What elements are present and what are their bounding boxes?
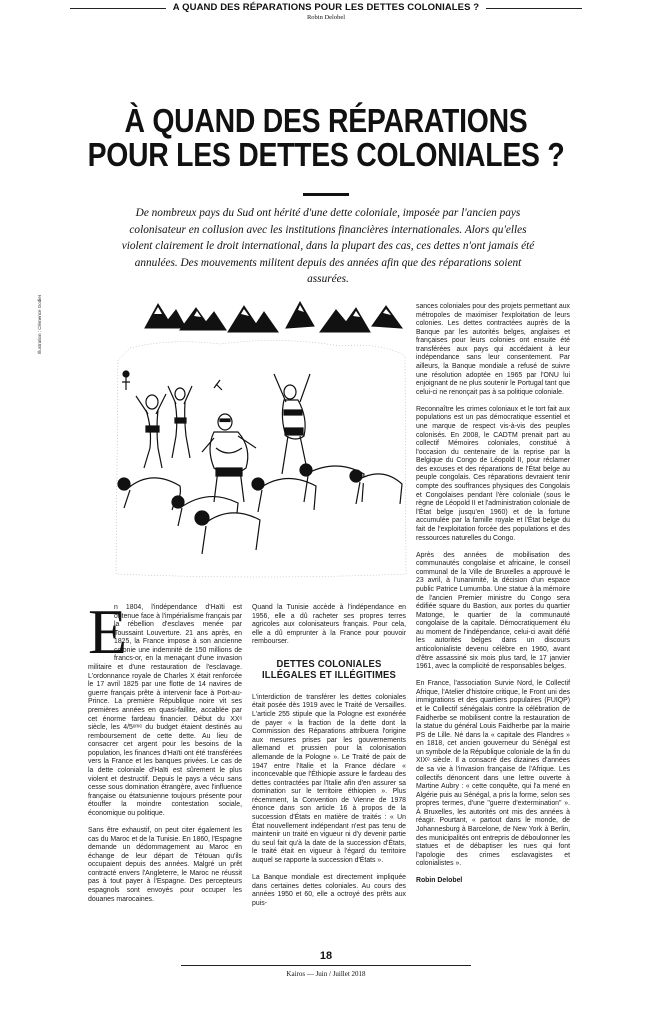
page-header	[0, 0, 652, 84]
paragraph: Sans être exhaustif, on peut citer également les cas du Maroc et de la Tunisie. En 1860, l'Espagne demande un dédommagement au Maroc en échange de leur départ de Tétouan qu'ils occupaient depuis des années. Malgré un prêt contracté envers l'Angleterre, le Maroc ne réussit pas à tout payer à l'Espagne. Des percepteurs espagnols sont envoyés pour occuper les douanes marocaines.	[88, 826, 242, 903]
paragraph: Après des années de mobilisation des communautés congolaise et africaine, le conseil communal de la Ville de Bruxelles a approuvé le 23 avril, à l'unanimité, la décision d'un espace public Patrice Lumumba. Une statue à la mémoire de l'ancien Premier ministre du Congo sera édifiée square du Bastion, aux portes du quartier Matonge, le quartier de la communauté congolaise de la capitale. Démocratiquement élu au moment de l'indépendance, celui-ci avait défié les autorités belges dans un discours anticolonialiste devenu célèbre en 1960, avant d'être assassiné six mois plus tard, le 17 janvier 1961, avec la complicité de responsables belges.	[416, 551, 570, 671]
paragraph: n 1804, l'indépendance d'Haïti est obtenue face à l'impérialisme français par la rébellion d'esclaves menée par Toussaint Louverture. 21 ans après, en 1825, la France impose à son ancienne colonie une indemnité de 150 millions de francs-or, en la menaçant d'une invasion militaire et d'une restauration de l'esclavage. L'ordonnance royale de Charles X était renforcée le 17 avril 1825 par une flotte de 14 navires de guerre français prête à intervenir face à Port-au-Prince. La première République noire vit ses premières années en quasi-faillite, accablée par cet énorme fardeau financier. Début du XXᵉ siècle, les 4/5ᵉᵐᵉ du budget étaient destinés au remboursement de cette dette. Au lieu de consacrer cet argent pour les besoins de la population, les finances d'Haïti ont été transférées vers la France et les banques privées. Le cas de la dette coloniale d'Haïti est sûrement le plus violent et destructif. Depuis le pays a vécu sans cesse sous domination étrangère, avec l'influence française ou étatsunienne toujours présente pour étouffer la moindre contestation sociale, économique ou politique.	[88, 604, 242, 817]
acrobat-figures	[118, 371, 402, 554]
mountain-range	[145, 302, 402, 332]
article-title	[80, 104, 572, 172]
drop-cap: E	[88, 596, 128, 667]
title-rule	[303, 193, 349, 196]
illustration-credit: Illustration : Clémence Godier	[37, 294, 42, 354]
subheading-line1: DETTES COLONIALES	[276, 657, 382, 670]
subheading-line2: ILLÉGALES ET ILLÉGITIMES	[261, 669, 396, 682]
page-number: 18	[319, 950, 333, 962]
paragraph: La Banque mondiale est directement impliquée dans certaines dettes coloniales. Au cours des années 1950 et 60, elle a octroyé des prêts aux puis-	[252, 873, 406, 907]
article-column-2	[252, 604, 406, 917]
article-column-3	[416, 303, 570, 895]
paragraph: L'interdiction de transférer les dettes coloniales était posée dès 1919 avec le Traité de Versailles. L'article 255 stipule que la Pologne est exonérée de payer « la fraction de la dette dont la Commission des Réparations attribuera l'origine aux mesures prises par les gouvernements allemand et prussien pour la colonisation allemande de la Pologne ». Le Traité de paix de 1947 entre l'Italie et la France déclare « inconcevable que l'Éthiopie assure le fardeau des dettes contractées par l'Italie afin d'en assurer sa domination sur le territoire éthiopien ». Plus récemment, la Convention de Vienne de 1978 énonce dans son article 16 à propos de la succession d'États en matière de traités : « Un État nouvellement indépendant n'est pas tenu de maintenir un traité en vigueur ni d'y devenir partie du seul fait qu'à la date de la succession d'États, le traité était en vigueur à l'égard du territoire auquel se rapporte la succession d'États ».	[252, 693, 406, 864]
paragraph: Reconnaître les crimes coloniaux et le tort fait aux populations est un pas démocratique essentiel et une marque de respect vis-à-vis des peuples colonisés. En 2008, le CADTM prenait part au collectif Mémoires coloniales, constitué à l'occasion du centenaire de la reprise par la Belgique du Congo de Léopold II, pour réclamer des excuses et des réparations de l'État belge au peuple congolais. Ces réparations devraient tenir compte des souffrances physiques des Congolais et Congolaises pendant l'ère coloniale (sous le règne de Léopold II et l'administration coloniale de l'État belge jusqu'en 1960) et de la fortune accumulée par la famille royale et l'État belge du fait de l'exploitation forcée des populations et des ressources naturelles du Congo.	[416, 405, 570, 542]
article-column-1	[88, 596, 242, 913]
issue-info: Kairos — Juin / Juillet 2018	[286, 970, 366, 978]
running-author: Robin Delobel	[306, 14, 346, 21]
paragraph: sances coloniales pour des projets permettant aux métropoles de maximiser l'exploitation de leurs colonies. Les dettes contractées auprès de la Banque par les autorités belges, anglaises et françaises pour leurs colonies ont ensuite été transférées aux pays qui accédaient à leur indépendance sans leur consentement. Par ailleurs, la Banque mondiale a refusé de suivre une résolution adoptée en 1965 par l'ONU lui enjoignant de ne plus soutenir le Portugal tant que celui-ci ne renonçait pas à sa politique coloniale.	[416, 303, 570, 396]
article-illustration	[110, 298, 410, 580]
running-title: A QUAND DES RÉPARATIONS POUR LES DETTES COLONIALES ?	[172, 2, 480, 13]
standfirst: De nombreux pays du Sud ont hérité d'une dette coloniale, imposée par l'ancien pays colonisateur en collusion avec les institutions financières internationales. Alors qu'elles violent clairement le droit international, dans la plupart des cas, ces dettes n'ont jamais été annulées. Des mouvements militent depuis des années afin que des réparations soient assurées.	[121, 207, 535, 285]
section-subheading	[260, 659, 399, 682]
paragraph: En France, l'association Survie Nord, le Collectif Afrique, l'Atelier d'histoire critique, le Front uni des immigrations et des quartiers populaires (FUIQP) et le Collectif sénégalais contre la célébration de Faidherbe se mobilisent contre la restauration de la statue du général Louis Faidherbe par la mairie PS de Lille. Né dans la « capitale des Flandres » en 1818, cet ancien gouverneur du Sénégal est un symbole de la République coloniale de la fin du XIXᵉ siècle. Il a consacré des dizaines d'années de sa vie à l'invasion française de l'Afrique. Les collectifs dénoncent dans une lettre ouverte à Martine Aubry : « cette conquête, qui l'a mené en Algérie puis au Sénégal, a pris la forme, selon ses propres termes, d'une "guerre d'extermination" ». À Bruxelles, les autorités ont mis des années à réagir. Pourtant, « partout dans le monde, de Johannesburg à Barcelone, de New York à Berlin, des municipalités ont entrepris de déboulonner les statues et de débaptiser les rues qui font l'apologie des crimes esclavagistes et colonialistes ».	[416, 680, 570, 868]
footer-rule	[181, 965, 471, 966]
article-title-line2: POUR LES DETTES COLONIALES ?	[87, 136, 565, 173]
article-title-line1: À QUAND DES RÉPARATIONS	[124, 102, 528, 139]
author-signature: Robin Delobel	[416, 877, 463, 885]
paragraph: Quand la Tunisie accède à l'indépendance en 1956, elle a dû racheter ses propres terres agricoles aux colonisateurs français. Pour cela, elle a dû emprunter à la France pour pouvoir rembourser.	[252, 604, 406, 646]
